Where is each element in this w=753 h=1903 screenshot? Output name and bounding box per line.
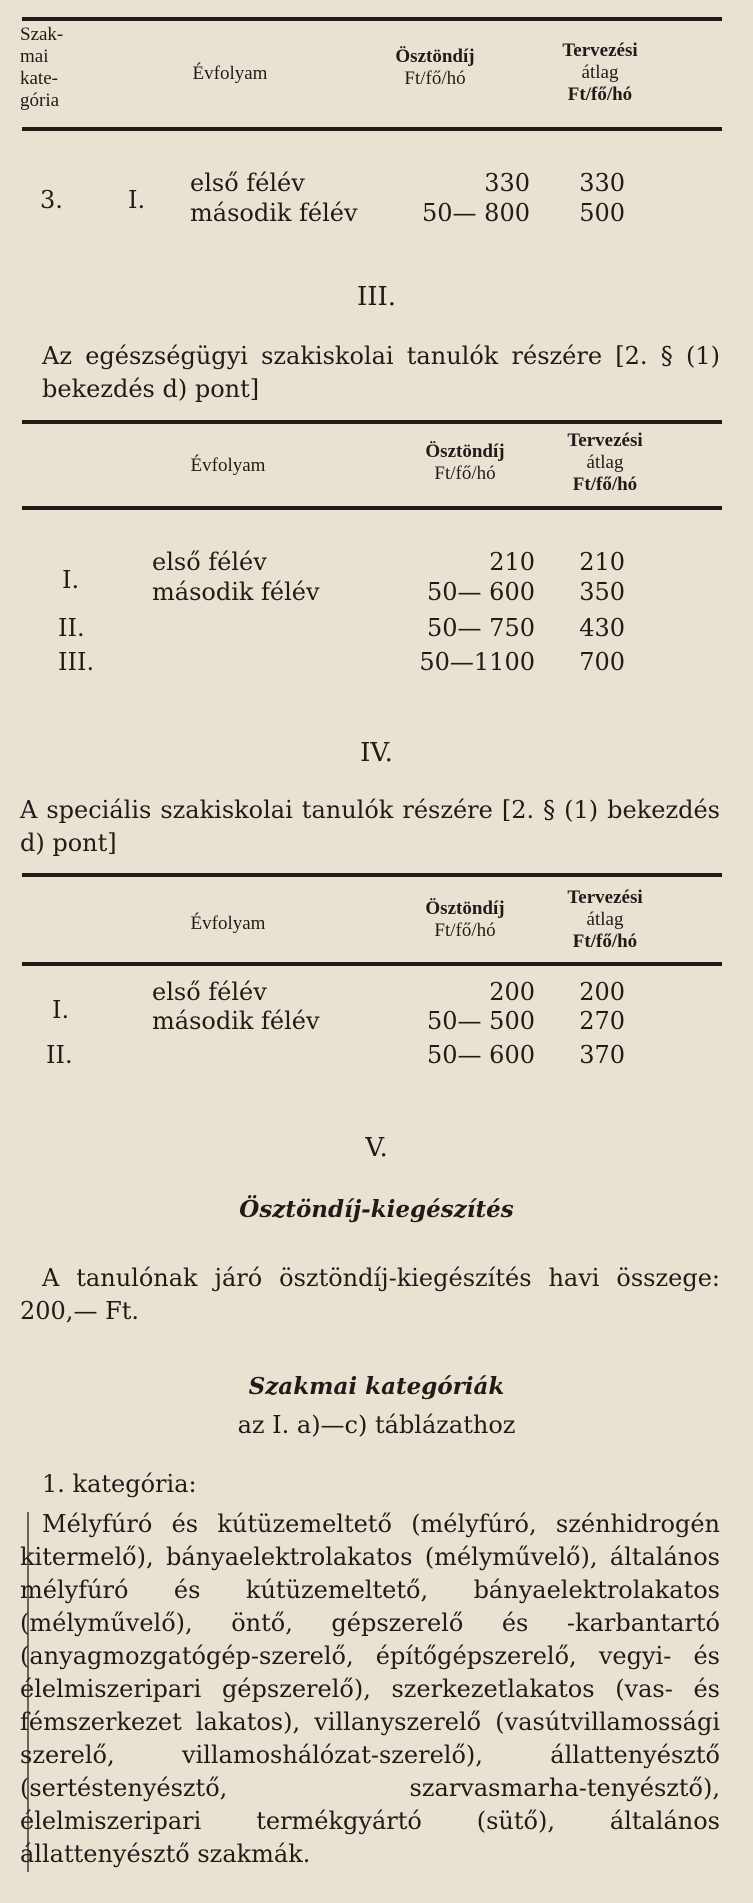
table3-cell-atlag: 270	[579, 1007, 625, 1035]
table1-header-rule	[22, 127, 722, 131]
table1-cell-felev: első félév	[190, 169, 305, 197]
table2-cell-felev: második félév	[152, 578, 320, 606]
header-text: Ösztöndíj	[425, 898, 505, 919]
header-text: átlag	[581, 62, 619, 83]
header-text: gória	[20, 90, 60, 111]
header-text: Ft/fő/hó	[434, 920, 496, 941]
table3-cell-atlag: 370	[579, 1041, 625, 1069]
table1-cell-kategoria: 3.	[40, 186, 63, 214]
table3-header-tervezesi	[550, 887, 660, 953]
table2-cell-atlag: 350	[579, 578, 625, 606]
table2-cell-atlag: 430	[579, 614, 625, 642]
header-text: Tervezési	[567, 430, 643, 451]
header-text: Ft/fő/hó	[434, 463, 496, 484]
table1-header-evfolyam: Évfolyam	[192, 63, 268, 84]
section5-title: Ösztöndíj-kiegészítés	[239, 1196, 514, 1223]
table2-cell-evfolyam: II.	[58, 614, 85, 642]
header-text: Ft/fő/hó	[572, 931, 638, 952]
table1-header-szakmai	[20, 24, 75, 112]
header-text: Ft/fő/hó	[404, 68, 466, 89]
table2-cell-atlag: 700	[579, 648, 625, 676]
section3-numeral: III.	[356, 282, 397, 312]
section4-text: A speciális szakiskolai tanulók részére [2. § (1) bekezdés d) pont]	[20, 796, 720, 857]
header-text: Ft/fő/hó	[567, 84, 633, 105]
table3-header-rule	[22, 962, 722, 966]
table2-cell-evfolyam: III.	[58, 648, 95, 676]
table3-cell-felev: második félév	[152, 1007, 320, 1035]
table3-cell-felev: első félév	[152, 978, 267, 1006]
table1-cell-atlag: 330	[579, 169, 625, 197]
table2-cell-osztondij: 50— 600	[427, 578, 535, 606]
table3-top-rule	[22, 873, 722, 877]
header-text: mai	[20, 46, 49, 67]
table2-cell-evfolyam: I.	[62, 566, 80, 594]
header-text: Ösztöndíj	[425, 441, 505, 462]
table1-cell-felev: második félév	[190, 199, 358, 227]
table1-cell-atlag: 500	[579, 199, 625, 227]
table3-cell-osztondij: 200	[489, 978, 535, 1006]
table2-cell-osztondij: 50— 750	[427, 614, 535, 642]
table1-header-osztondij	[375, 46, 495, 90]
categories-subtitle: az I. a)—c) táblázathoz	[237, 1411, 516, 1439]
table2-header-rule	[22, 506, 722, 510]
table3-cell-evfolyam: I.	[52, 996, 70, 1024]
table1-top-rule	[22, 17, 722, 21]
header-text: Tervezési	[562, 40, 638, 61]
categories-title: Szakmai kategóriák	[248, 1373, 505, 1400]
header-text: átlag	[586, 452, 624, 473]
table1-header-tervezesi	[545, 40, 655, 106]
table3-header-evfolyam: Évfolyam	[190, 913, 266, 934]
table3-cell-evfolyam: II.	[46, 1041, 73, 1069]
section5-text: A tanulónak járó ösztöndíj-kiegészítés havi összege: 200,— Ft.	[20, 1264, 720, 1325]
header-text: kate-	[20, 68, 58, 89]
header-text: Szak-	[20, 24, 64, 45]
table3-header-osztondij	[405, 898, 525, 942]
table3-cell-atlag: 200	[579, 978, 625, 1006]
table2-cell-felev: első félév	[152, 548, 267, 576]
header-text: Tervezési	[567, 887, 643, 908]
table2-header-osztondij	[405, 441, 525, 485]
table2-header-tervezesi	[550, 430, 660, 496]
table3-cell-osztondij: 50— 600	[427, 1041, 535, 1069]
section4-numeral: IV.	[360, 738, 393, 768]
table2-cell-osztondij: 50—1100	[419, 648, 535, 676]
header-text: Ft/fő/hó	[572, 474, 638, 495]
section3-text: Az egészségügyi szakiskolai tanulók részére [2. § (1) bekezdés d) pont]	[42, 342, 720, 403]
table2-header-evfolyam: Évfolyam	[190, 455, 266, 476]
section5-numeral: V.	[365, 1133, 388, 1163]
table2-cell-osztondij: 210	[489, 548, 535, 576]
table1-cell-osztondij: 50— 800	[422, 199, 530, 227]
table1-cell-osztondij: 330	[484, 169, 530, 197]
header-text: Ösztöndíj	[395, 46, 475, 67]
table3-cell-osztondij: 50— 500	[427, 1007, 535, 1035]
header-text: átlag	[586, 909, 624, 930]
table1-cell-evfolyam: I.	[128, 186, 146, 214]
table2-top-rule	[22, 420, 722, 424]
category1-text: Mélyfúró és kútüzemeltető (mélyfúró, szénhidrogén kitermelő), bányaelektrolakatos (mélyművelő), általános mélyfúró és kútüzemeltető, bányaelektrolakatos (mélyművelő), öntő, gépszerelő és -karbantartó (anyagmozgatógép-szerelő, építőgépszerelő, vegyi- és élelmiszeripari gépszerelő), szerkezetlakatos (vas- és fémszerkezet lakatos), villanyszerelő (vasútvillamossági szerelő, villamoshálózat-szerelő), állattenyésztő (sertéstenyésztő, szarvasmarha-tenyésztő), élelmiszeripari termékgyártó (sütő), általános állattenyésztő szakmák.	[20, 1510, 720, 1868]
table2-cell-atlag: 210	[579, 548, 625, 576]
category1-label: 1. kategória:	[42, 1470, 197, 1498]
